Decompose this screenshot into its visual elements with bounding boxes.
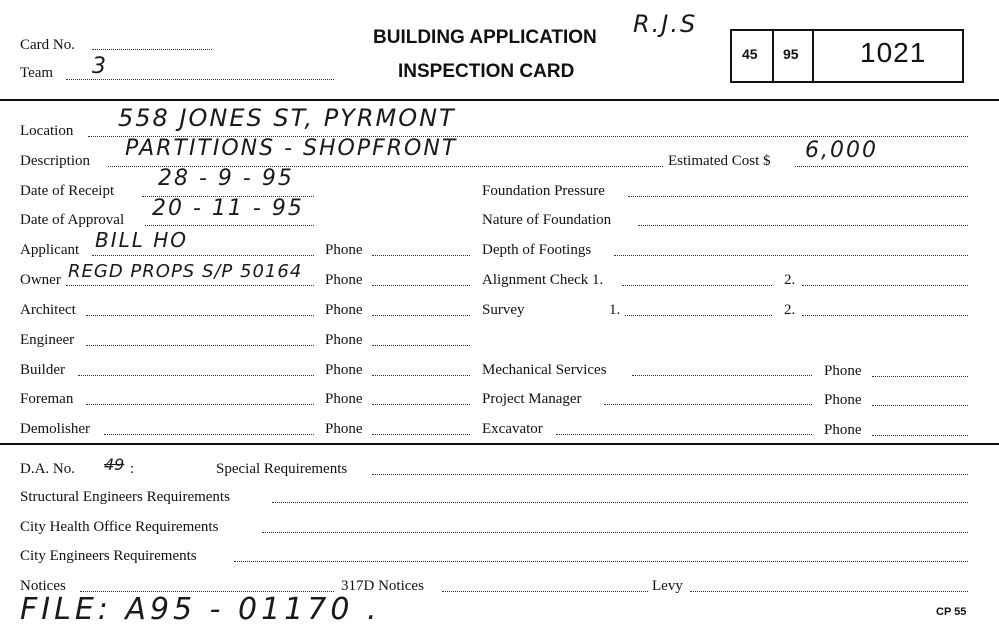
applicant-line[interactable] [92,255,314,256]
structural-line[interactable] [272,502,968,503]
owner-value: REGD PROPS S/P 50164 [68,261,303,282]
team-line[interactable] [66,79,334,80]
mechanical-phone-label: Phone [824,363,862,379]
levy-label: Levy [652,578,683,594]
description-value: PARTITIONS - SHOPFRONT [125,136,458,161]
applicant-value: BILL HO [95,228,189,252]
excavator-line[interactable] [556,434,812,435]
survey-1-line[interactable] [625,315,772,316]
owner-phone-line[interactable] [372,285,470,286]
demolisher-phone-label: Phone [325,421,363,437]
builder-phone-line[interactable] [372,375,470,376]
city-health-line[interactable] [262,532,968,533]
foreman-phone-label: Phone [325,391,363,407]
excavator-label: Excavator [482,421,543,437]
survey-2-label: 2. [784,302,796,318]
card-number-box [730,29,964,83]
foreman-phone-line[interactable] [372,404,470,405]
location-value: 558 JONES ST, PYRMONT [118,104,456,132]
project-manager-phone-line[interactable] [872,405,968,406]
alignment-check-1-line[interactable] [622,285,772,286]
survey-1-label: 1. [609,302,621,318]
nature-foundation-line[interactable] [638,225,968,226]
estimated-cost-label: Estimated Cost $ [668,153,771,169]
notices-317d-line[interactable] [442,591,648,592]
form-code: CP 55 [936,606,967,618]
form-subtitle: INSPECTION CARD [398,61,575,82]
builder-label: Builder [20,362,65,378]
date-approval-value: 20 - 11 - 95 [152,196,304,221]
estimated-cost-value: 6,000 [805,138,878,163]
depth-footings-label: Depth of Footings [482,242,592,258]
builder-phone-label: Phone [325,362,363,378]
architect-label: Architect [20,302,76,318]
builder-line[interactable] [78,375,314,376]
survey-label: Survey [482,302,525,318]
alignment-check-2-line[interactable] [802,285,968,286]
mechanical-line[interactable] [632,375,812,376]
box-code-1: 45 [742,46,758,62]
notices-317d-label: 317D Notices [341,578,424,594]
alignment-check-label: Alignment Check 1. [482,272,604,288]
demolisher-phone-line[interactable] [372,434,470,435]
description-label: Description [20,153,90,169]
owner-phone-label: Phone [325,272,363,288]
da-no-colon: : [130,461,135,477]
team-value: 3 [92,54,108,79]
depth-footings-line[interactable] [614,255,968,256]
engineer-phone-line[interactable] [372,345,470,346]
demolisher-label: Demolisher [20,421,90,437]
date-approval-line[interactable] [145,225,314,226]
nature-foundation-label: Nature of Foundation [482,212,612,228]
card-no-line[interactable] [92,49,212,50]
engineer-label: Engineer [20,332,75,348]
levy-line[interactable] [690,591,968,592]
section-divider [0,443,999,445]
applicant-phone-line[interactable] [372,255,470,256]
header-divider [0,99,999,101]
project-manager-phone-label: Phone [824,392,862,408]
mechanical-phone-line[interactable] [872,376,968,377]
excavator-phone-line[interactable] [872,435,968,436]
foundation-pressure-line[interactable] [628,196,968,197]
foreman-label: Foreman [20,391,74,407]
inspector-initials: R.J.S [633,10,698,38]
applicant-phone-label: Phone [325,242,363,258]
card-no-label: Card No. [20,37,75,53]
engineer-phone-label: Phone [325,332,363,348]
special-requirements-label: Special Requirements [216,461,348,477]
architect-phone-label: Phone [325,302,363,318]
mechanical-label: Mechanical Services [482,362,607,378]
foundation-pressure-label: Foundation Pressure [482,183,605,199]
date-receipt-value: 28 - 9 - 95 [158,166,294,191]
location-label: Location [20,123,74,139]
da-no-value: 49 [104,455,125,474]
da-no-label: D.A. No. [20,461,75,477]
foreman-line[interactable] [86,404,314,405]
file-reference: FILE: A95 - 01170 . [20,592,381,627]
box-code-2: 95 [783,46,799,62]
card-number: 1021 [860,37,927,68]
city-health-label: City Health Office Requirements [20,519,219,535]
structural-label: Structural Engineers Requirements [20,489,230,505]
architect-phone-line[interactable] [372,315,470,316]
date-approval-label: Date of Approval [20,212,125,228]
demolisher-line[interactable] [104,434,314,435]
project-manager-line[interactable] [604,404,812,405]
project-manager-label: Project Manager [482,391,582,407]
alignment-check-2-label: 2. [784,272,796,288]
team-label: Team [20,65,54,81]
city-engineers-label: City Engineers Requirements [20,548,197,564]
applicant-label: Applicant [20,242,80,258]
date-receipt-label: Date of Receipt [20,183,115,199]
architect-line[interactable] [86,315,314,316]
notices-label: Notices [20,578,66,594]
estimated-cost-line[interactable] [795,166,968,167]
owner-line[interactable] [66,285,314,286]
city-engineers-line[interactable] [234,561,968,562]
survey-2-line[interactable] [802,315,968,316]
special-requirements-line[interactable] [372,474,968,475]
excavator-phone-label: Phone [824,422,862,438]
form-title: BUILDING APPLICATION [373,27,597,48]
engineer-line[interactable] [86,345,314,346]
owner-label: Owner [20,272,61,288]
